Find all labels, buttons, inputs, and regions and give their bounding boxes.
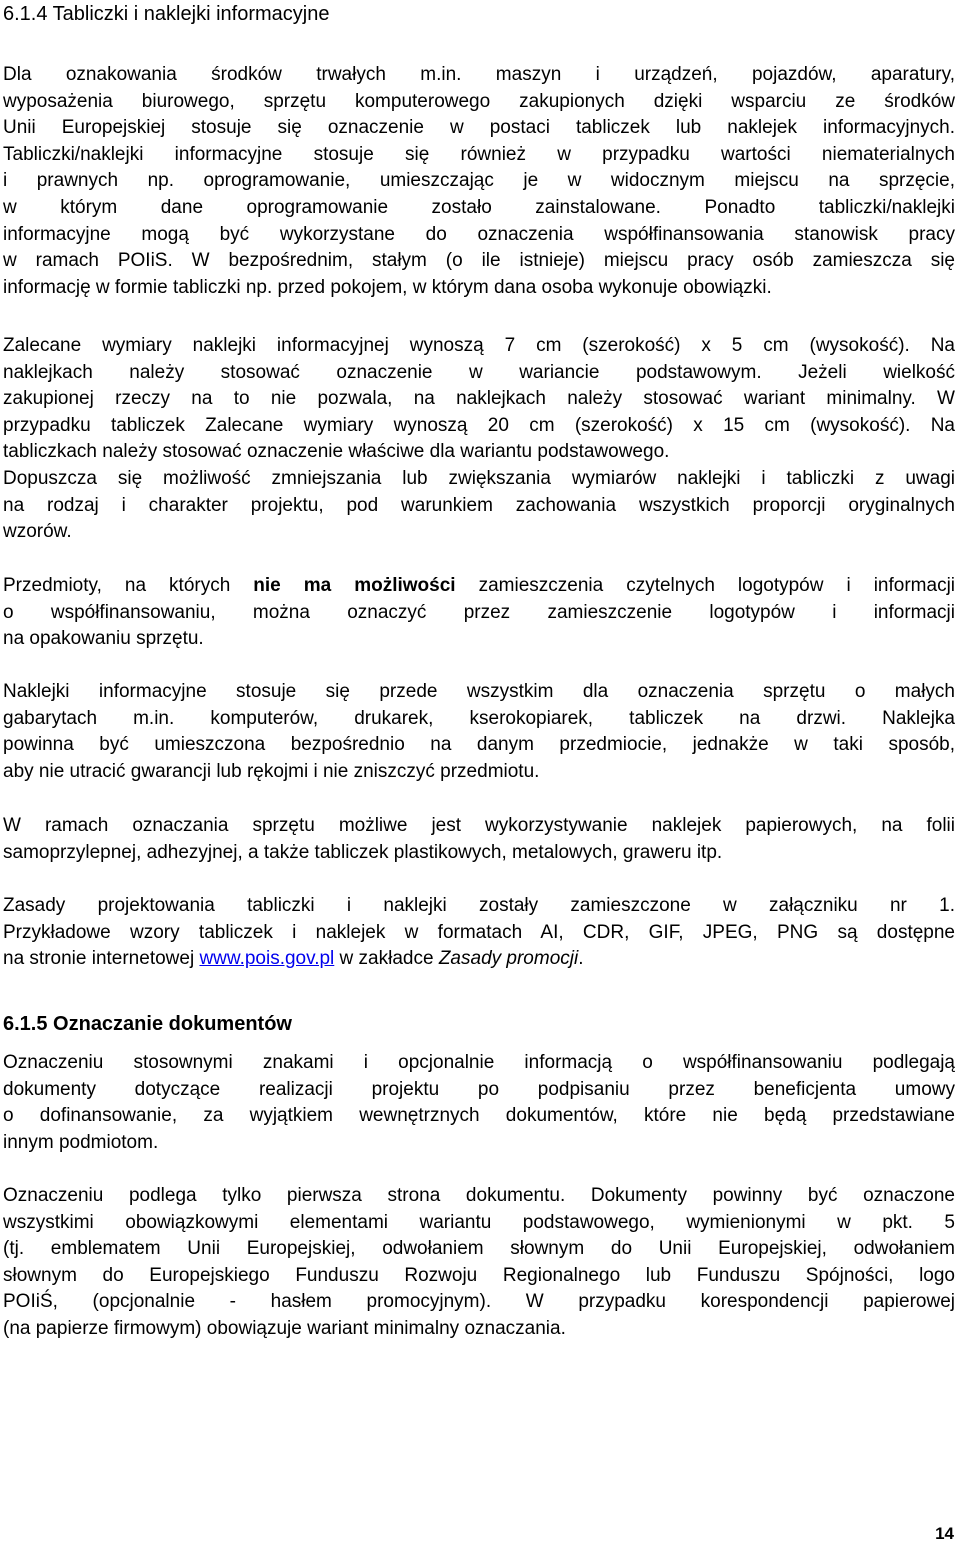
paragraph-2 [3, 333, 955, 546]
text-line: informacyjne mogą być wykorzystane do oznaczenia współfinansowania stanowisk pracy [3, 223, 955, 245]
text-line: o dofinansowanie, za wyjątkiem wewnętrznych dokumentów, które nie będą przedstawiane [3, 1105, 955, 1127]
text-run: Przedmioty, na których [3, 575, 254, 596]
text-line [3, 573, 955, 600]
italic-term: Zasady promocji [438, 948, 579, 970]
text-run: zamieszczenia czytelnych logotypów i informacji [455, 575, 955, 596]
paragraph-7 [3, 1050, 955, 1156]
text-line: Zasady projektowania tabliczki i naklejki zostały zamieszczone w załączniku nr 1. [3, 895, 955, 916]
text-line: w którym dane oprogramowanie zostało zainstalowane. Ponadto tabliczki/naklejki [3, 196, 955, 218]
text-line [3, 946, 955, 973]
page-number: 14 [935, 1524, 954, 1543]
text-line: w ramach POIiS. W bezpośrednim, stałym (o ile istnieje) miejscu pracy osób zamieszcza się [3, 250, 955, 272]
paragraph-1 [3, 62, 955, 301]
text-line: dokumenty dotyczące realizacji projektu po podpisaniu przez beneficjenta umowy [3, 1078, 955, 1100]
text-line: samoprzylepnej, adhezyjnej, a także tabliczek plastikowych, metalowych, graweru itp. [3, 841, 723, 863]
text-line: słownym do Europejskiego Funduszu Rozwoju Regionalnego lub Funduszu Spójności, logo [3, 1264, 955, 1286]
text-line: Naklejki informacyjne stosuje się przede wszystkim dla oznaczenia sprzętu o małych [3, 681, 955, 702]
text-line: POIiŚ, (opcjonalnie - hasłem promocyjnym). W przypadku korespondencji papierowej [3, 1291, 955, 1313]
text-line: wyposażenia biurowego, sprzętu komputerowego zakupionych dzięki wsparciu ze środków [3, 90, 955, 112]
text-line: gabarytach m.in. komputerów, drukarek, kserokopiarek, tabliczek na drzwi. Naklejka [3, 707, 955, 729]
text-line: Unii Europejskiej stosuje się oznaczenie w postaci tabliczek lub naklejek informacyjnych. [3, 117, 955, 139]
text-line: powinna być umieszczona bezpośrednio na danym przedmiocie, jednakże w taki sposób, [3, 734, 955, 756]
text-line: o współfinansowaniu, można oznaczyć przez zamieszczenie logotypów i informacji [3, 601, 955, 623]
text-run: w zakładce [334, 948, 439, 970]
text-line: (tj. emblematem Unii Europejskiej, odwołaniem słownym do Unii Europejskiej, odwołaniem [3, 1238, 955, 1260]
text-line: przypadku tabliczek Zalecane wymiary wynoszą 20 cm (szerokość) x 15 cm (wysokość). Na [3, 414, 955, 436]
text-line: wzorów. [3, 521, 72, 543]
text-line: Oznaczeniu stosownymi znakami i opcjonalnie informacją o współfinansowaniu podlegają [3, 1052, 955, 1073]
text-line: na rodzaj i charakter projektu, pod warunkiem zachowania wszystkich proporcji oryginalnych [3, 494, 955, 516]
text-line: Zalecane wymiary naklejki informacyjnej wynoszą 7 cm (szerokość) x 5 cm (wysokość). Na [3, 335, 955, 356]
text-line: tabliczkach należy stosować oznaczenie właściwe dla wariantu podstawowego. [3, 441, 670, 463]
text-line: Oznaczeniu podlega tylko pierwsza strona dokumentu. Dokumenty powinny być oznaczone [3, 1185, 955, 1206]
paragraph-8 [3, 1183, 955, 1343]
text-line: zakupionej rzeczy na to nie pozwala, na naklejkach należy stosować wariant minimalny. W [3, 388, 955, 410]
text-run: . [578, 948, 584, 970]
section-heading-6-1-4: 6.1.4 Tabliczki i naklejki informacyjne [3, 3, 330, 25]
text-line: (na papierze firmowym) obowiązuje wariant minimalny oznaczania. [3, 1317, 566, 1339]
text-line: W ramach oznaczania sprzętu możliwe jest wykorzystywanie naklejek papierowych, na folii [3, 815, 955, 836]
text-line: i prawnych np. oprogramowanie, umieszczając je w widocznym miejscu na sprzęcie, [3, 170, 955, 192]
text-line: wszystkimi obowiązkowymi elementami wariantu podstawowego, wymienionymi w pkt. 5 [3, 1211, 955, 1233]
text-run: na stronie internetowej [3, 948, 200, 970]
text-line: naklejkach należy stosować oznaczenie w wariancie podstawowym. Jeżeli wielkość [3, 361, 955, 383]
bold-emphasis: nie ma możliwości [253, 575, 456, 596]
text-line: Przykładowe wzory tabliczek i naklejek w formatach AI, CDR, GIF, JPEG, PNG są dostępne [3, 921, 955, 943]
text-line: aby nie utracić gwarancji lub rękojmi i nie zniszczyć przedmiotu. [3, 760, 540, 782]
text-line: informację w formie tabliczki np. przed pokojem, w którym dana osoba wykonuje obowiązki. [3, 276, 772, 298]
paragraph-5 [3, 813, 955, 866]
section-heading-6-1-5: 6.1.5 Oznaczanie dokumentów [3, 1013, 292, 1035]
paragraph-3 [3, 573, 955, 653]
pois-website-link[interactable]: www.pois.gov.pl [199, 948, 335, 970]
text-line: Dla oznakowania środków trwałych m.in. maszyn i urządzeń, pojazdów, aparatury, [3, 64, 955, 85]
text-line: Tabliczki/naklejki informacyjne stosuje się również w przypadku wartości niematerialnych [3, 143, 955, 165]
text-line: innym podmiotom. [3, 1131, 159, 1153]
text-line: Dopuszcza się możliwość zmniejszania lub zwiększania wymiarów naklejki i tabliczki z uwagi [3, 467, 955, 489]
text-line: na opakowaniu sprzętu. [3, 628, 204, 650]
paragraph-6 [3, 893, 955, 973]
paragraph-4 [3, 679, 955, 785]
